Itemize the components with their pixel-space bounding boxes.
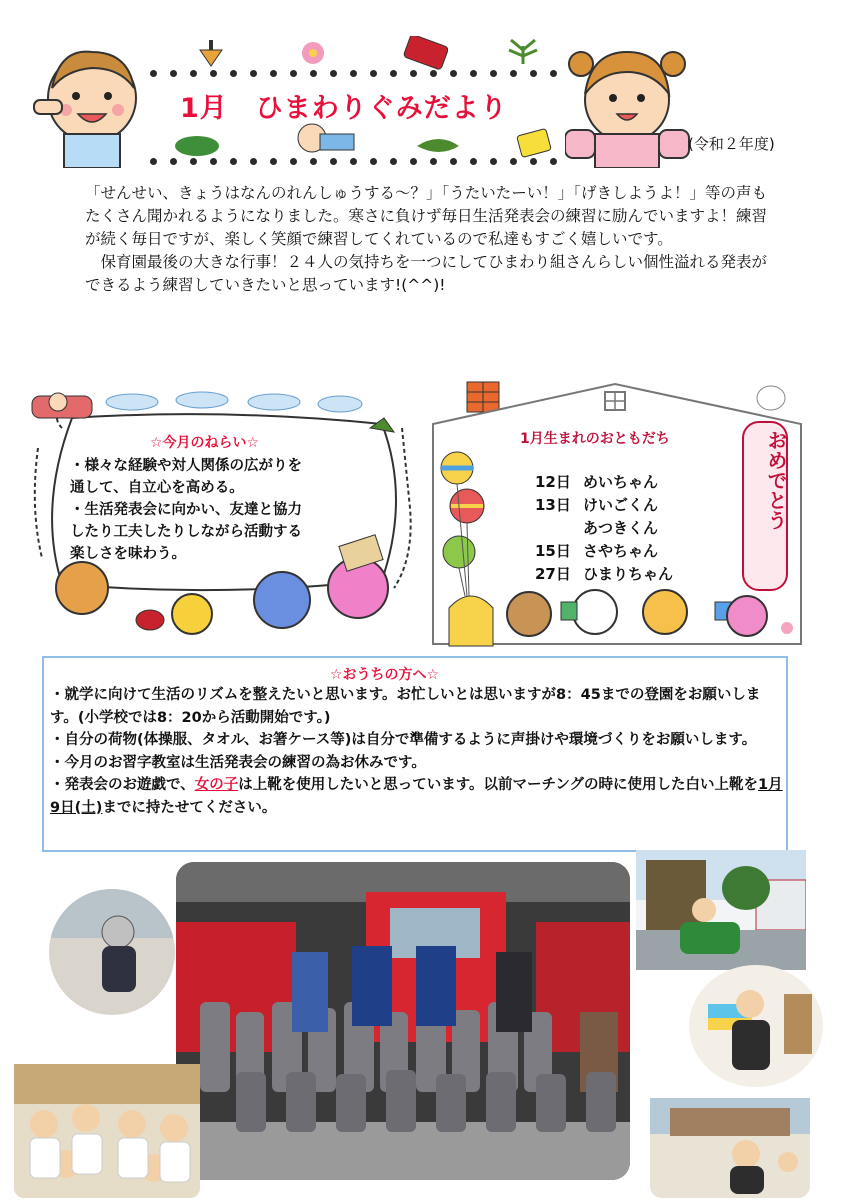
aims-line: ・様々な経験や対人関係の広がりを	[70, 458, 302, 474]
notice-text: ・発表会のお遊戯で、	[50, 777, 195, 793]
spinning-top-icon	[196, 38, 226, 68]
deadline-date: 1月9日(土)	[50, 777, 783, 816]
birthday-entry	[535, 494, 658, 515]
birthday-name: あつきくん	[583, 519, 659, 537]
aims-line: 楽しさを味わう。	[70, 546, 186, 562]
aims-line: ・生活発表会に向かい、友達と協力	[70, 502, 302, 518]
notice-item: ・就学に向けて生活のリズムを整えたいと思います。お忙しいとは思いますが8：45までの登園をお願いします。(小学校では8：20から活動開始です。)	[50, 687, 761, 726]
birthday-entry	[535, 540, 658, 561]
notice-title: ☆おうちの方へ☆	[330, 667, 440, 683]
birthday-day: 27日	[535, 565, 571, 583]
birthday-name: ひまりちゃん	[583, 565, 674, 583]
battledore-icon	[398, 36, 448, 76]
tractor-photo	[636, 850, 806, 970]
birthday-day: 15日	[535, 542, 571, 560]
notice-item: ・今月のお習字教室は生活発表会の練習の為お休みです。	[50, 754, 426, 771]
birthday-entry	[535, 563, 673, 584]
birthday-entry	[535, 517, 658, 538]
notice-item	[50, 774, 788, 819]
pine-sprout-icon	[505, 36, 541, 66]
pine-left-icon	[172, 132, 222, 158]
birthday-name: めいちゃん	[583, 473, 659, 491]
birthday-day: 13日	[535, 496, 571, 514]
aims-title: ☆今月のねらい☆	[150, 435, 260, 451]
newsletter-title: 1月 ひまわりぐみだより	[180, 93, 508, 124]
notice-item: ・自分の荷物(体操服、タオル、お箸ケース等)は自分で準備するように声掛けや環境づくりをお願いします。	[50, 732, 757, 748]
celebration-banner-text: おめでとう	[764, 430, 788, 530]
notice-text: までに持たせてください。	[102, 799, 277, 816]
highlight-girls: 女の子	[194, 777, 239, 793]
intro-paragraph-2: 保育園最後の大きな行事！２４人の気持ちを一つにしてひまわり組さんらしい個性溢れる発表ができるよう練習していきたいと思っています!(^^)!	[85, 253, 768, 294]
aims-line: 通して、自立心を高める。	[70, 480, 244, 496]
envelope-icon	[515, 128, 553, 160]
boy-illustration	[30, 38, 150, 168]
birthday-day: 12日	[535, 473, 571, 491]
aims-line: したり工夫したりしながら活動する	[70, 524, 302, 540]
children-eating-photo	[14, 1064, 200, 1198]
intro-paragraph-1: 「せんせい、きょうはなんのれんしゅうする～？」「うたいたーい！」「げきしようよ！」等の声もたくさん聞かれるようになりました。寒さに負けず毎日生活発表会の練習に励んでいますよ！練習が続く毎日ですが、楽しく笑顔で練習してくれているので私達もすごく嬉しいです。	[85, 184, 768, 248]
child-helmet-photo	[48, 888, 176, 1016]
plum-flower-icon	[300, 40, 326, 66]
birthday-name: さやちゃん	[583, 542, 659, 560]
child-playing-photo	[688, 964, 824, 1088]
kite-boy-icon	[290, 120, 360, 166]
notice-list	[50, 684, 788, 819]
bamboo-leaf-icon	[415, 132, 461, 158]
fiscal-year: (令和２年度)	[688, 135, 775, 153]
birthday-entry	[535, 471, 658, 492]
birthday-title: 1月生まれのおともだち	[520, 431, 670, 447]
notice-text: は上靴を使用したいと思っています。以前マーチングの時に使用した白い上靴を	[238, 777, 759, 793]
fire-station-group-photo	[176, 862, 630, 1180]
aims-list	[70, 455, 370, 565]
birthday-name: けいごくん	[583, 496, 659, 514]
intro-text	[85, 182, 780, 297]
playground-photo	[650, 1098, 810, 1198]
girl-illustration	[565, 38, 690, 168]
